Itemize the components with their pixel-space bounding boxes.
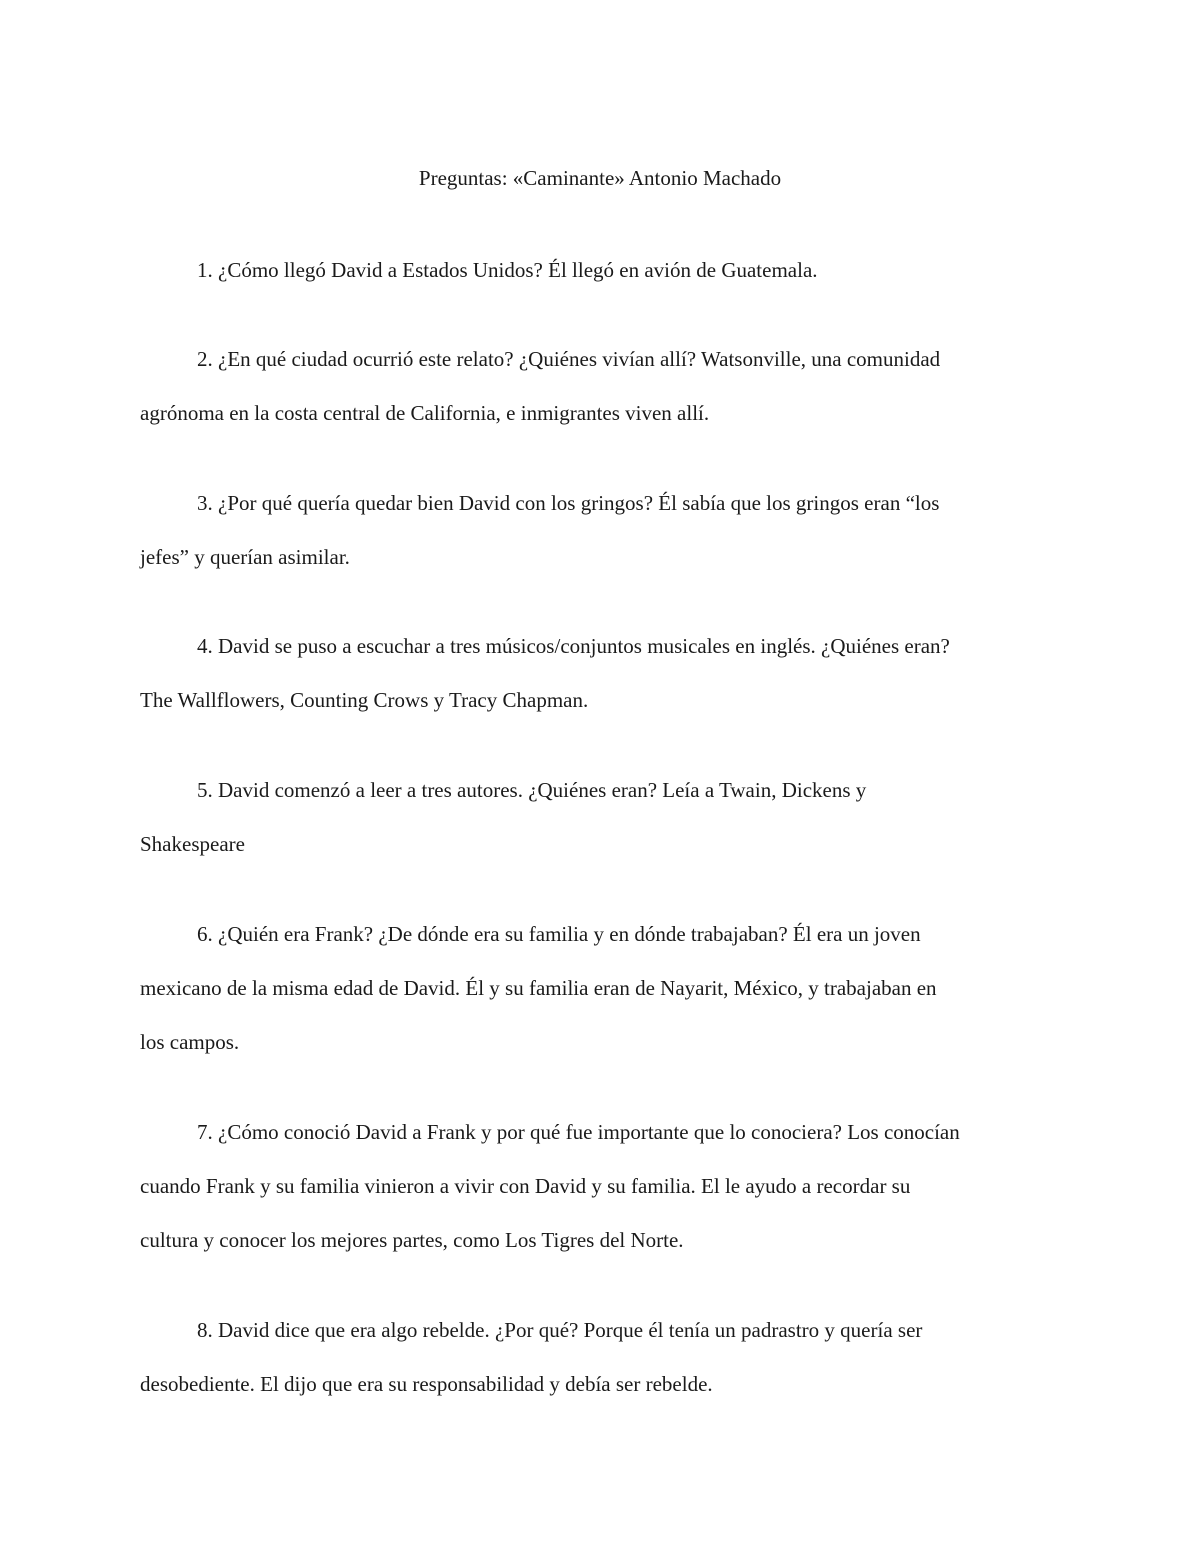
question-line: 5. David comenzó a leer a tres autores. ¿Quiénes eran? Leía a Twain, Dickens y (197, 778, 867, 802)
question-7 (140, 1118, 1070, 1280)
question-1 (140, 256, 1070, 310)
question-line: The Wallflowers, Counting Crows y Tracy Chapman. (140, 688, 589, 712)
question-5 (140, 776, 1070, 884)
question-line: 4. David se puso a escuchar a tres músicos/conjuntos musicales en inglés. ¿Quiénes eran? (197, 634, 950, 658)
question-line: jefes” y querían asimilar. (140, 545, 350, 569)
question-line: 3. ¿Por qué quería quedar bien David con los gringos? Él sabía que los gringos eran “los (197, 491, 940, 515)
question-line: 7. ¿Cómo conoció David a Frank y por qué fue importante que lo conociera? Los conocían (197, 1120, 960, 1144)
question-line: agrónoma en la costa central de California, e inmigrantes viven allí. (140, 401, 710, 425)
question-2 (140, 345, 1070, 453)
question-line: los campos. (140, 1030, 240, 1054)
question-4 (140, 632, 1070, 740)
question-line: 2. ¿En qué ciudad ocurrió este relato? ¿Quiénes vivían allí? Watsonville, una comunidad (197, 347, 941, 371)
question-line: 8. David dice que era algo rebelde. ¿Por qué? Porque él tenía un padrastro y quería ser (197, 1318, 923, 1342)
question-line: cuando Frank y su familia vinieron a vivir con David y su familia. El le ayudo a recordar su (140, 1174, 911, 1198)
question-line: Shakespeare (140, 832, 245, 856)
question-line: cultura y conocer los mejores partes, como Los Tigres del Norte. (140, 1228, 684, 1252)
question-8 (140, 1316, 1070, 1424)
question-line: desobediente. El dijo que era su responsabilidad y debía ser rebelde. (140, 1372, 713, 1396)
question-6 (140, 920, 1070, 1082)
question-line: 6. ¿Quién era Frank? ¿De dónde era su familia y en dónde trabajaban? Él era un joven (197, 922, 921, 946)
page-title: Preguntas: «Caminante» Antonio Machado (418, 166, 782, 190)
question-line: mexicano de la misma edad de David. Él y su familia eran de Nayarit, México, y trabajaban en (140, 976, 937, 1000)
question-3 (140, 489, 1070, 597)
question-line: 1. ¿Cómo llegó David a Estados Unidos? Él llegó en avión de Guatemala. (197, 258, 818, 282)
